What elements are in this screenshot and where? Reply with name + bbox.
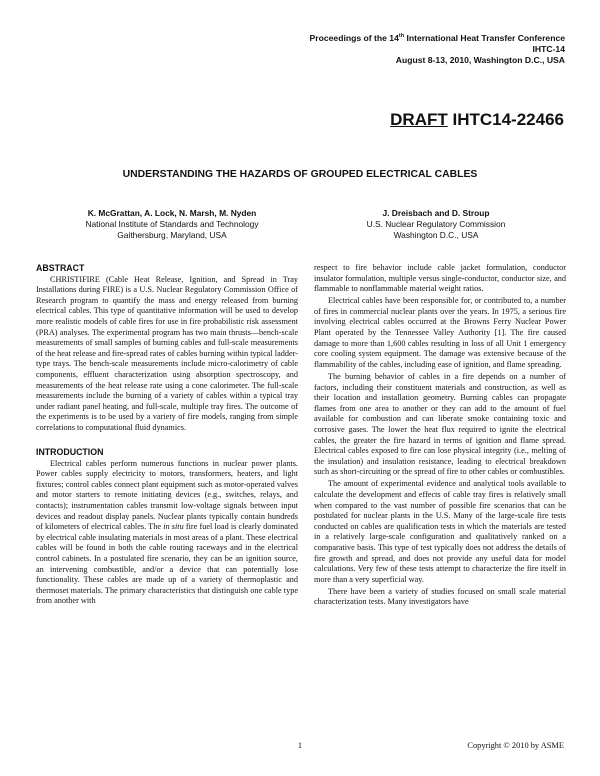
copyright-notice: Copyright © 2010 by ASME (467, 741, 564, 750)
intro-paragraph-1: Electrical cables perform numerous functions in nuclear power plants. Power cables supply electricity to motors, transformers, heaters, and light fixtures; control cables connect plant equipment such as motor-operated valves and motor starters to remote initiating devices (e.g., switches, relays, and contacts); instrumentation cables transmit low-voltage signals between input devices and readout display panels. Nuclear plants typically contain hundreds of kilometers of electrical cables. The in situ fire fuel load is clearly dominated by electrical cable insulating materials in most areas of a plant. These electrical cables will be found in both the cable routing raceways and in the electrical control cabinets. In a postulated fire scenario, they can be an ignition source, an intervening combustible, and/or a device that can potentially lose functionality. These cables are made up of a variety of thermoplastic and thermoset materials. The primary characteristics that distinguish one cable type from another with (36, 458, 298, 606)
author-location: Washington D.C., USA (393, 230, 479, 240)
intro-paragraph-5: There have been a variety of studies focused on small scale material characterization tests. Many investigators have (314, 586, 566, 607)
conference-header (310, 33, 565, 66)
draft-identifier (390, 110, 564, 130)
author-names: K. McGrattan, A. Lock, N. Marsh, M. Nyden (87, 208, 257, 218)
intro-paragraph-4: The amount of experimental evidence and analytical tools available to calculate the development and effects of cable tray fires is relatively small when compared to the vast number of possible fire scenarios that can be postulated for nuclear plants in the U.S. Many of the large-scale fire tests conducted on cables are qualification tests in which the materials are tested in a relatively large-scale configuration and qualitatively ranked on a comparative basis. This type of test typically does not address the details of fire growth and spread, and does not provide any useful data for model calculations. Very few of these tests attempt to characterize the fire itself in more than a very superficial way. (314, 479, 566, 584)
author-location: Gaithersburg, Maryland, USA (117, 230, 227, 240)
conference-dates: August 8-13, 2010, Washington D.C., USA (395, 55, 565, 65)
right-column (314, 263, 566, 610)
paper-id: IHTC14-22466 (452, 110, 564, 129)
paper-title: UNDERSTANDING THE HAZARDS OF GROUPED ELECTRICAL CABLES (122, 169, 478, 180)
abstract-heading: ABSTRACT (36, 263, 85, 273)
author-affiliation: U.S. Nuclear Regulatory Commission (366, 219, 506, 229)
author-names: J. Dreisbach and D. Stroup (382, 208, 490, 218)
author-affiliation: National Institute of Standards and Technology (85, 219, 259, 229)
intro-paragraph-3: The burning behavior of cables in a fire depends on a number of factors, including their constituent materials and construction, as well as their location and installation geometry. Burning cables can propagate flames from one area to another or they can add to the amount of fuel available for combustion and can liberate smoke containing toxic and corrosive gases. The lower the heat flux required to ignite the electrical cables, the greater the fire hazard in terms of ignition and flame spread. Electrical cables exposed to fire can lose physical integrity (i.e., melting of the insulation) and insulation resistance, leading to electrical breakdown such as short-circuiting or the spread of fire to other cables or combustibles. (314, 371, 566, 477)
abstract-text: CHRISTIFIRE (Cable Heat Release, Ignition, and Spread in Tray Installations during FIRE) is a U.S. Nuclear Regulatory Commission Office of Research program to quantify the mass and energy released from burning electrical cables. This type of quantitative information will be used to develop more realistic models of cable fires for use in fire probabilistic risk assessment (PRA) analyses. The experimental program has two main thrusts—bench-scale measurements of small samples of burning cables and full-scale measurements of the heat release and fire-spread rates of cables burning within typical ladder-type trays. The bench-scale measurements include micro-calorimetry of cable components, effluent characterization using absorption spectroscopy, and measurements of the heat release rate using a cone calorimeter. The full-scale measurements include the burning of a variety of cables within a typical tray under radiant panel heating, and full-scale, multiple tray fires. The outcome of the experiments is to be used by a variety of fire models, ranging from simple correlations to computational fluid dynamics. (36, 274, 298, 432)
conference-code: IHTC-14 (532, 44, 565, 54)
introduction-heading: INTRODUCTION (36, 447, 104, 457)
intro-paragraph-2: Electrical cables have been responsible for, or contributed to, a number of fires in commercial nuclear plants over the years. In 1975, a serious fire involving electrical cables occurred at the Browns Ferry Nuclear Power Plant operated by the Tennessee Valley Authority [1]. The fire caused damage to more than 1,600 cables resulting in loss of all Unit 1 emergency core cooling system equipment. The damage was extensive because of the flammability of the cables, including ease of ignition, and flame spreading. (314, 296, 566, 369)
author-block-nrc (316, 208, 556, 241)
conference-name: Proceedings of the 14th International Heat Transfer Conference (309, 33, 565, 43)
author-block-nist (52, 208, 292, 241)
page-number: 1 (297, 741, 303, 750)
draft-label: DRAFT (390, 110, 448, 129)
left-column (36, 263, 298, 608)
intro-paragraph-1-continued: respect to fire behavior include cable jacket formulation, conductor insulator formulation, multiple versus single-conductor, conductor size, and flammable to nonflammable material weight ratios. (314, 263, 566, 294)
